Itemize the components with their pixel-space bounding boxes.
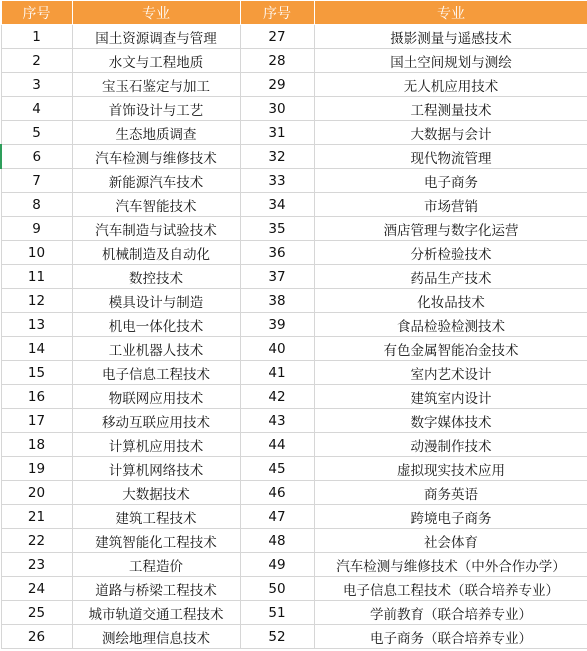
serial-cell: 22: [1, 529, 72, 553]
table-row: [1, 337, 587, 361]
header-serial-2: 序号: [240, 1, 314, 25]
major-cell: 虚拟现实技术应用: [314, 457, 587, 481]
major-cell: 建筑工程技术: [72, 505, 240, 529]
serial-cell: 6: [1, 145, 72, 169]
serial-cell: 36: [240, 241, 314, 265]
serial-cell: 12: [1, 289, 72, 313]
serial-cell: 9: [1, 217, 72, 241]
major-cell: 摄影测量与遥感技术: [314, 25, 587, 49]
table-row: [1, 433, 587, 457]
serial-cell: 8: [1, 193, 72, 217]
major-cell: 酒店管理与数字化运营: [314, 217, 587, 241]
serial-cell: 1: [1, 25, 72, 49]
table-row: [1, 529, 587, 553]
major-cell: 跨境电子商务: [314, 505, 587, 529]
table-row: [1, 49, 587, 73]
serial-cell: 52: [240, 625, 314, 649]
table-header: [1, 1, 587, 25]
serial-cell: 5: [1, 121, 72, 145]
serial-cell: 31: [240, 121, 314, 145]
major-cell: 现代物流管理: [314, 145, 587, 169]
major-cell: 工程造价: [72, 553, 240, 577]
major-cell: 汽车制造与试验技术: [72, 217, 240, 241]
serial-cell: 42: [240, 385, 314, 409]
major-cell: 电子信息工程技术（联合培养专业）: [314, 577, 587, 601]
serial-cell: 43: [240, 409, 314, 433]
major-cell: 宝玉石鉴定与加工: [72, 73, 240, 97]
table-row: [1, 217, 587, 241]
header-serial-1: 序号: [1, 1, 72, 25]
serial-cell: 17: [1, 409, 72, 433]
serial-cell: 30: [240, 97, 314, 121]
major-cell: 工业机器人技术: [72, 337, 240, 361]
serial-cell: 49: [240, 553, 314, 577]
serial-cell: 10: [1, 241, 72, 265]
major-cell: 社会体育: [314, 529, 587, 553]
major-cell: 数字媒体技术: [314, 409, 587, 433]
serial-cell: 13: [1, 313, 72, 337]
serial-cell: 32: [240, 145, 314, 169]
major-cell: 数控技术: [72, 265, 240, 289]
serial-cell: 28: [240, 49, 314, 73]
serial-cell: 33: [240, 169, 314, 193]
table-row: [1, 25, 587, 49]
table-row: [1, 193, 587, 217]
serial-cell: 40: [240, 337, 314, 361]
serial-cell: 18: [1, 433, 72, 457]
major-cell: 商务英语: [314, 481, 587, 505]
table-row: [1, 97, 587, 121]
serial-cell: 44: [240, 433, 314, 457]
serial-cell: 37: [240, 265, 314, 289]
table-row: [1, 601, 587, 625]
serial-cell: 2: [1, 49, 72, 73]
serial-cell: 39: [240, 313, 314, 337]
serial-cell: 19: [1, 457, 72, 481]
major-cell: 汽车检测与维修技术: [72, 145, 240, 169]
major-cell: 道路与桥梁工程技术: [72, 577, 240, 601]
major-cell: 食品检验检测技术: [314, 313, 587, 337]
serial-cell: 24: [1, 577, 72, 601]
major-cell: 水文与工程地质: [72, 49, 240, 73]
table-row: [1, 361, 587, 385]
serial-cell: 11: [1, 265, 72, 289]
major-cell: 无人机应用技术: [314, 73, 587, 97]
serial-cell: 35: [240, 217, 314, 241]
major-cell: 电子商务（联合培养专业）: [314, 625, 587, 649]
table-row: [1, 241, 587, 265]
major-cell: 汽车检测与维修技术（中外合作办学）: [314, 553, 587, 577]
table-body: [1, 25, 587, 649]
header-major-2: 专业: [314, 1, 587, 25]
major-cell: 城市轨道交通工程技术: [72, 601, 240, 625]
major-cell: 机电一体化技术: [72, 313, 240, 337]
serial-cell: 47: [240, 505, 314, 529]
major-cell: 首饰设计与工艺: [72, 97, 240, 121]
table-row: [1, 577, 587, 601]
major-cell: 室内艺术设计: [314, 361, 587, 385]
serial-cell: 25: [1, 601, 72, 625]
serial-cell: 46: [240, 481, 314, 505]
major-cell: 计算机网络技术: [72, 457, 240, 481]
major-cell: 大数据技术: [72, 481, 240, 505]
major-cell: 化妆品技术: [314, 289, 587, 313]
serial-cell: 38: [240, 289, 314, 313]
major-cell: 电子信息工程技术: [72, 361, 240, 385]
table-row: [1, 457, 587, 481]
table-row: [1, 625, 587, 649]
major-cell: 建筑智能化工程技术: [72, 529, 240, 553]
major-cell: 药品生产技术: [314, 265, 587, 289]
table-row: [1, 385, 587, 409]
major-cell: 学前教育（联合培养专业）: [314, 601, 587, 625]
table-row: [1, 73, 587, 97]
table-row: [1, 313, 587, 337]
major-cell: 物联网应用技术: [72, 385, 240, 409]
table-row: [1, 481, 587, 505]
table-row: [1, 265, 587, 289]
serial-cell: 7: [1, 169, 72, 193]
major-cell: 汽车智能技术: [72, 193, 240, 217]
serial-cell: 29: [240, 73, 314, 97]
major-cell: 分析检验技术: [314, 241, 587, 265]
serial-cell: 27: [240, 25, 314, 49]
table-row: [1, 169, 587, 193]
major-cell: 电子商务: [314, 169, 587, 193]
serial-cell: 16: [1, 385, 72, 409]
major-cell: 国土空间规划与测绘: [314, 49, 587, 73]
table-row: [1, 289, 587, 313]
serial-cell: 14: [1, 337, 72, 361]
major-cell: 移动互联应用技术: [72, 409, 240, 433]
major-cell: 新能源汽车技术: [72, 169, 240, 193]
table-row: [1, 409, 587, 433]
serial-cell: 15: [1, 361, 72, 385]
serial-cell: 51: [240, 601, 314, 625]
major-cell: 有色金属智能冶金技术: [314, 337, 587, 361]
major-cell: 国土资源调查与管理: [72, 25, 240, 49]
serial-cell: 41: [240, 361, 314, 385]
major-cell: 模具设计与制造: [72, 289, 240, 313]
table-row: [1, 553, 587, 577]
major-cell: 机械制造及自动化: [72, 241, 240, 265]
serial-cell: 48: [240, 529, 314, 553]
serial-cell: 20: [1, 481, 72, 505]
table-row: [1, 505, 587, 529]
major-cell: 大数据与会计: [314, 121, 587, 145]
serial-cell: 23: [1, 553, 72, 577]
serial-cell: 50: [240, 577, 314, 601]
table-row: [1, 121, 587, 145]
serial-cell: 4: [1, 97, 72, 121]
serial-cell: 45: [240, 457, 314, 481]
serial-cell: 26: [1, 625, 72, 649]
major-cell: 动漫制作技术: [314, 433, 587, 457]
major-cell: 工程测量技术: [314, 97, 587, 121]
header-major-1: 专业: [72, 1, 240, 25]
table-row: [1, 145, 587, 169]
major-cell: 生态地质调查: [72, 121, 240, 145]
serial-cell: 34: [240, 193, 314, 217]
major-cell: 市场营销: [314, 193, 587, 217]
serial-cell: 21: [1, 505, 72, 529]
major-cell: 测绘地理信息技术: [72, 625, 240, 649]
major-cell: 计算机应用技术: [72, 433, 240, 457]
header-row: [1, 1, 587, 25]
major-cell: 建筑室内设计: [314, 385, 587, 409]
serial-cell: 3: [1, 73, 72, 97]
